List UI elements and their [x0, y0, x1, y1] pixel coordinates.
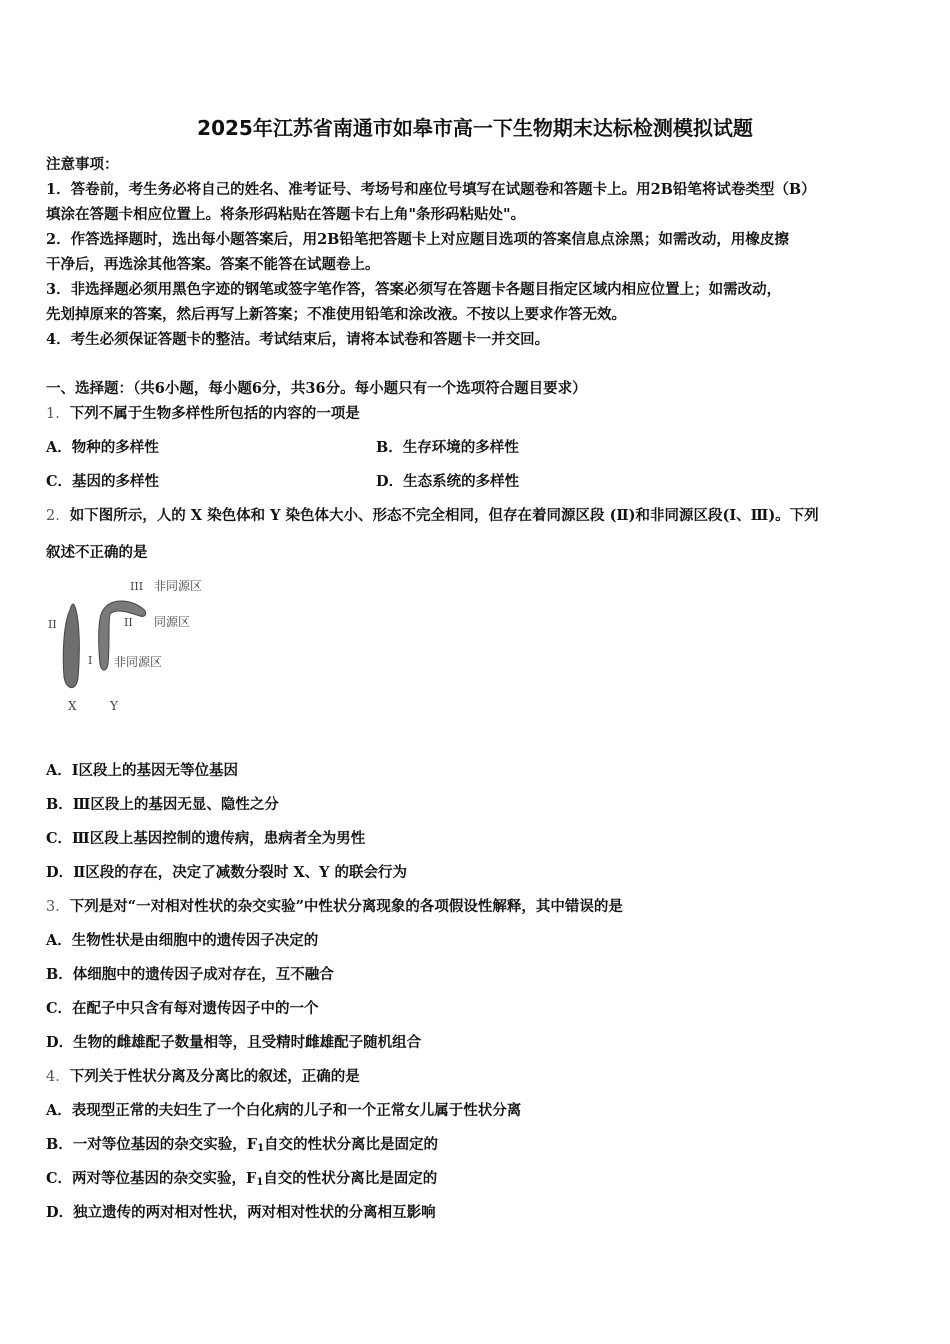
q4-option-d [46, 1201, 436, 1222]
option-text: 表现型正常的夫妇生了一个白化病的儿子和一个正常女儿属于性状分离 [71, 1102, 522, 1119]
q3-option-a [46, 929, 318, 950]
option-text: 生态系统的多样性 [403, 473, 520, 490]
label-i-text: 非同源区 [114, 655, 163, 669]
option-text: 生物的雌雄配子数量相等，且受精时雌雄配子随机组合 [73, 1034, 422, 1051]
label-ii-text: 同源区 [154, 615, 191, 629]
label-x: X [68, 699, 77, 713]
notes-line: 4．考生必须保证答题卡的整洁。考试结束后，请将本试卷和答题卡一并交回。 [46, 331, 550, 348]
question-number: 4． [46, 1069, 70, 1085]
option-label: D． [376, 473, 404, 490]
question-number: 2． [46, 508, 70, 524]
option-text: 体细胞中的遗传因子成对存在，互不融合 [72, 966, 334, 983]
option-label: B． [46, 966, 73, 983]
option-label: C． [46, 473, 73, 490]
q2-option-c [46, 827, 365, 848]
option-text: 生物性状是由细胞中的遗传因子决定的 [71, 932, 319, 949]
option-text: 物种的多样性 [71, 439, 159, 456]
notes-line: 2．作答选择题时，选出每小题答案后，用2B铅笔把答题卡上对应题目选项的答案信息点涂黑；如需改动，用橡皮擦 [46, 231, 789, 248]
q1-option-c [46, 470, 159, 491]
option-text: 一对等位基因的杂交实验，F [72, 1136, 258, 1153]
question-2-stem-cont: 叙述不正确的是 [46, 544, 148, 561]
chromosome-figure [40, 572, 240, 722]
notes-line: 1．答卷前，考生务必将自己的姓名、准考证号、考场号和座位号填写在试题卷和答题卡上。用2B铅笔将试卷类型（B） [46, 181, 816, 198]
option-text: 生存环境的多样性 [402, 439, 519, 456]
option-text: 自交的性状分离比是固定的 [264, 1136, 439, 1153]
option-text: 两对等位基因的杂交实验，F [72, 1170, 257, 1187]
option-text: 基因的多样性 [72, 473, 160, 490]
q2-option-b [46, 793, 279, 814]
option-label: B． [46, 796, 73, 813]
subscript: 1 [256, 1177, 264, 1188]
option-label: A． [46, 439, 72, 456]
q3-option-d [46, 1031, 421, 1052]
option-text: 独立遗传的两对相对性状，两对相对性状的分离相互影响 [73, 1204, 436, 1221]
question-2-stem [46, 504, 819, 525]
label-iii: III [130, 580, 144, 593]
label-i: I [88, 654, 93, 667]
option-label: A． [46, 762, 72, 779]
option-label: B． [46, 1136, 73, 1153]
question-number: 3． [46, 899, 70, 915]
option-label: A． [46, 1102, 72, 1119]
label-y: Y [110, 699, 118, 713]
option-text: Ⅲ区段上基因控制的遗传病，患病者全为男性 [72, 830, 366, 847]
question-text: 如下图所示，人的 X 染色体和 Y 染色体大小、形态不完全相同，但存在着同源区段 (Ⅱ)和非同源区段(Ⅰ、Ⅲ)。下列 [69, 507, 819, 524]
label-ii-left: II [48, 618, 57, 631]
question-text: 下列不属于生物多样性所包括的内容的一项是 [69, 405, 360, 422]
option-text: Ⅱ区段的存在，决定了减数分裂时 X、Y 的联会行为 [73, 864, 407, 881]
x-chromosome [63, 604, 79, 688]
notes-line: 先划掉原来的答案，然后再写上新答案；不准使用铅笔和涂改液。不按以上要求作答无效。 [46, 306, 626, 323]
section-heading: 一、选择题：（共6小题，每小题6分，共36分。每小题只有一个选项符合题目要求） [46, 380, 587, 397]
question-3-stem [46, 895, 623, 916]
notes-line: 填涂在答题卡相应位置上。将条形码粘贴在答题卡右上角"条形码粘贴处"。 [46, 206, 526, 223]
q1-option-a [46, 436, 159, 457]
question-text: 下列是对“一对相对性状的杂交实验”中性状分离现象的各项假设性解释，其中错误的是 [69, 898, 623, 915]
q3-option-b [46, 963, 334, 984]
q3-option-c [46, 997, 319, 1018]
question-1-stem [46, 402, 360, 423]
option-text: 自交的性状分离比是固定的 [263, 1170, 438, 1187]
notes-line: 3．非选择题必须用黑色字迹的钢笔或签字笔作答，答案必须写在答题卡各题目指定区域内相应位置上；如需改动， [46, 281, 782, 298]
option-text: Ⅲ区段上的基因无显、隐性之分 [72, 796, 279, 813]
q4-option-c [46, 1167, 437, 1188]
q4-option-a [46, 1099, 521, 1120]
question-4-stem [46, 1065, 360, 1086]
q2-option-a [46, 759, 238, 780]
option-label: D． [46, 864, 74, 881]
q4-option-b [46, 1133, 438, 1154]
question-number: 1． [46, 406, 70, 422]
option-label: D． [46, 1034, 74, 1051]
label-ii-right: II [124, 616, 133, 629]
option-text: Ⅰ区段上的基因无等位基因 [71, 762, 239, 779]
notes-line: 干净后，再选涂其他答案。答案不能答在试题卷上。 [46, 256, 380, 273]
notes-heading: 注意事项： [46, 156, 119, 173]
option-label: D． [46, 1204, 74, 1221]
q1-option-d [376, 470, 519, 491]
option-label: C． [46, 1000, 73, 1017]
subscript: 1 [257, 1143, 265, 1154]
q1-option-b [376, 436, 519, 457]
option-text: 在配子中只含有每对遗传因子中的一个 [72, 1000, 319, 1017]
label-iii-text: 非同源区 [154, 579, 203, 593]
option-label: A． [46, 932, 72, 949]
option-label: C． [46, 1170, 73, 1187]
page-title: 2025年江苏省南通市如皋市高一下生物期末达标检测模拟试题 [197, 116, 753, 140]
question-text: 下列关于性状分离及分离比的叙述，正确的是 [69, 1068, 360, 1085]
option-label: C． [46, 830, 73, 847]
option-label: B． [376, 439, 403, 456]
q2-option-d [46, 861, 407, 882]
